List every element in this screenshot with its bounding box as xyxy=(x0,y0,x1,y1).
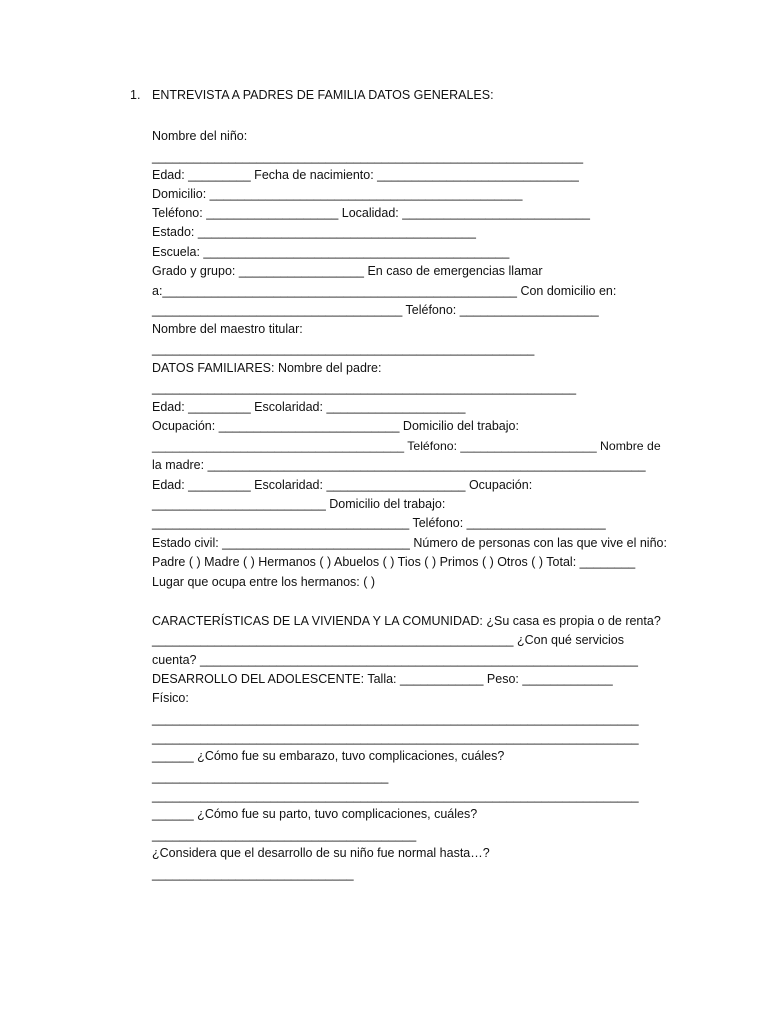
mother-work-phone-line: _____________________________________ Teléfono: ____________________ xyxy=(152,516,606,530)
grade-emergency-line: Grado y grupo: __________________ En caso de emergencias llamar xyxy=(152,264,543,278)
child-name-blank: ______________________________________________________________ xyxy=(152,150,584,164)
mother-name-line: la madre: _______________________________________________________________ xyxy=(152,458,646,472)
family-data-father-label: DATOS FAMILIARES: Nombre del padre: xyxy=(152,361,382,375)
heading-text: ENTREVISTA A PADRES DE FAMILIA DATOS GENERALES: xyxy=(152,88,494,102)
mother-occupation-line: _________________________ Domicilio del trabajo: xyxy=(152,497,446,511)
father-work-phone-line: _____________________________________ Teléfono: ____________________ Nombre de xyxy=(152,439,661,453)
development-normal-question: ¿Considera que el desarrollo de su niño fue normal hasta…? xyxy=(152,846,490,860)
father-name-blank: _____________________________________________________________ xyxy=(152,381,577,395)
pregnancy-question: ______ ¿Cómo fue su embarazo, tuvo complicaciones, cuáles? xyxy=(152,749,505,763)
pregnancy-blank-2: ______________________________________________________________________ xyxy=(152,789,639,803)
heading-number: 1. xyxy=(130,88,141,102)
birth-question: ______ ¿Cómo fue su parto, tuvo complicaciones, cuáles? xyxy=(152,807,478,821)
physical-blank-2: ______________________________________________________________________ xyxy=(152,731,639,745)
birth-blank: ______________________________________ xyxy=(152,828,417,842)
housing-heading-line: CARACTERÍSTICAS DE LA VIVIENDA Y LA COMUNIDAD: ¿Su casa es propia o de renta? xyxy=(152,614,661,628)
phone-locality-line: Teléfono: ___________________ Localidad: ___________________________ xyxy=(152,206,590,220)
address-line: Domicilio: _____________________________________________ xyxy=(152,187,523,201)
development-normal-blank: _____________________________ xyxy=(152,867,354,881)
emergency-contact-line: a:___________________________________________________ Con domicilio en: xyxy=(152,284,617,298)
teacher-name-label: Nombre del maestro titular: xyxy=(152,322,303,336)
child-name-label: Nombre del niño: xyxy=(152,129,248,143)
emergency-phone-line: ____________________________________ Teléfono: ____________________ xyxy=(152,303,599,317)
school-line: Escuela: ____________________________________________ xyxy=(152,245,510,259)
mother-age-education-line: Edad: _________ Escolaridad: ____________________ Ocupación: xyxy=(152,478,533,492)
civil-status-line: Estado civil: ___________________________ Número de personas con las que vive el niño: xyxy=(152,536,667,550)
household-members-line: Padre ( ) Madre ( ) Hermanos ( ) Abuelos ( ) Tios ( ) Primos ( ) Otros ( ) Total: ________ xyxy=(152,555,636,569)
father-occupation-line: Ocupación: __________________________ Domicilio del trabajo: xyxy=(152,419,519,433)
housing-services-line: ____________________________________________________ ¿Con qué servicios xyxy=(152,633,624,647)
pregnancy-blank: __________________________________ xyxy=(152,770,389,784)
section-heading xyxy=(130,88,494,102)
services-count-line: cuenta? _______________________________________________________________ xyxy=(152,653,638,667)
father-age-education-line: Edad: _________ Escolaridad: ____________________ xyxy=(152,400,466,414)
sibling-position-line: Lugar que ocupa entre los hermanos: ( ) xyxy=(152,575,376,589)
physical-blank-1: ______________________________________________________________________ xyxy=(152,712,639,726)
age-birthdate-line: Edad: _________ Fecha de nacimiento: _____________________________ xyxy=(152,168,579,182)
state-line: Estado: ________________________________________ xyxy=(152,225,476,239)
teacher-name-blank: _______________________________________________________ xyxy=(152,342,535,356)
development-line: DESARROLLO DEL ADOLESCENTE: Talla: ____________ Peso: _____________ xyxy=(152,672,613,686)
physical-label: Físico: xyxy=(152,691,189,705)
